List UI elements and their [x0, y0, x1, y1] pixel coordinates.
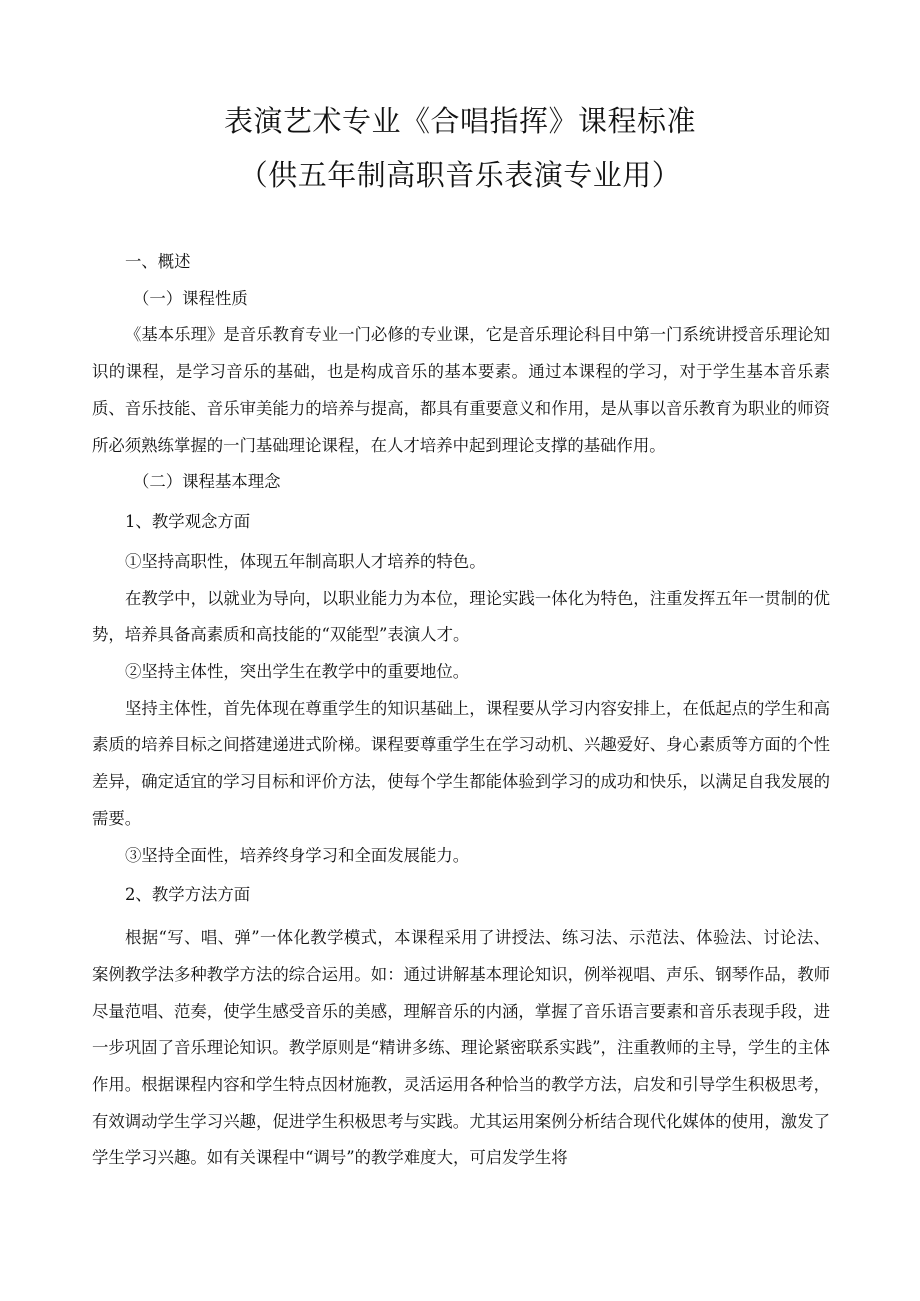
paragraph-course-nature: 《基本乐理》是音乐教育专业一门必修的专业课，它是音乐理论科目中第一门系统讲授音乐理论知识的课程，是学习音乐的基础，也是构成音乐的基本要素。通过本课程的学习，对于学生基本音乐素质、音乐技能、音乐审美能力的培养与提高，都具有重要意义和作用，是从事以音乐教育为职业的师资所必须熟练掌握的一门基础理论课程，在人才培养中起到理论支撑的基础作用。: [92, 325, 830, 455]
paragraph-vocational: 在教学中，以就业为导向，以职业能力为本位，理论实践一体化为特色，注重发挥五年一贯制的优势，培养具备高素质和高技能的“双能型”表演人才。: [92, 588, 830, 645]
document-subtitle: （供五年制高职音乐表演专业用）: [238, 158, 682, 192]
document-title: 表演艺术专业《合唱指挥》课程标准: [223, 104, 696, 138]
subsection-heading-nature: （一）课程性质: [133, 288, 248, 308]
section-heading-overview: 一、概述: [125, 252, 191, 271]
point-subjectivity: ②坚持主体性，突出学生在教学中的重要地位。: [125, 662, 470, 682]
item-heading-teaching-method: 2、教学方法方面: [125, 885, 251, 905]
point-vocational: ①坚持高职性，体现五年制高职人才培养的特色。: [125, 551, 486, 571]
item-heading-teaching-concept: 1、教学观念方面: [125, 511, 251, 531]
document-body: [92, 244, 830, 1177]
point-comprehensive: ③坚持全面性，培养终身学习和全面发展能力。: [125, 845, 470, 865]
paragraph-teaching-method: 根据“写、唱、弹”一体化教学模式，本课程采用了讲授法、练习法、示范法、体验法、讨论法、案例教学法多种教学方法的综合运用。如：通过讲解基本理论知识，例举视唱、声乐、钢琴作品，教师尽量范唱、范奏，使学生感受音乐的美感，理解音乐的内涵，掌握了音乐语言要素和音乐表现手段，进一步巩固了音乐理论知识。教学原则是“精讲多练、理论紧密联系实践”，注重教师的主导，学生的主体作用。根据课程内容和学生特点因材施教，灵活运用各种恰当的教学方法，启发和引导学生积极思考，有效调动学生学习兴趣，促进学生积极思考与实践。尤其运用案例分析结合现代化媒体的使用，激发了学生学习兴趣。如有关课程中“调号”的教学难度大，可启发学生将: [92, 928, 830, 1168]
paragraph-subjectivity: 坚持主体性，首先体现在尊重学生的知识基础上，课程要从学习内容安排上，在低起点的学生和高素质的培养目标之间搭建递进式阶梯。课程要尊重学生在学习动机、兴趣爱好、身心素质等方面的个性差异，确定适宜的学习目标和评价方法，使每个学生都能体验到学习的成功和快乐，以满足自我发展的需要。: [92, 698, 830, 828]
subsection-heading-concept: （二）课程基本理念: [133, 472, 281, 492]
